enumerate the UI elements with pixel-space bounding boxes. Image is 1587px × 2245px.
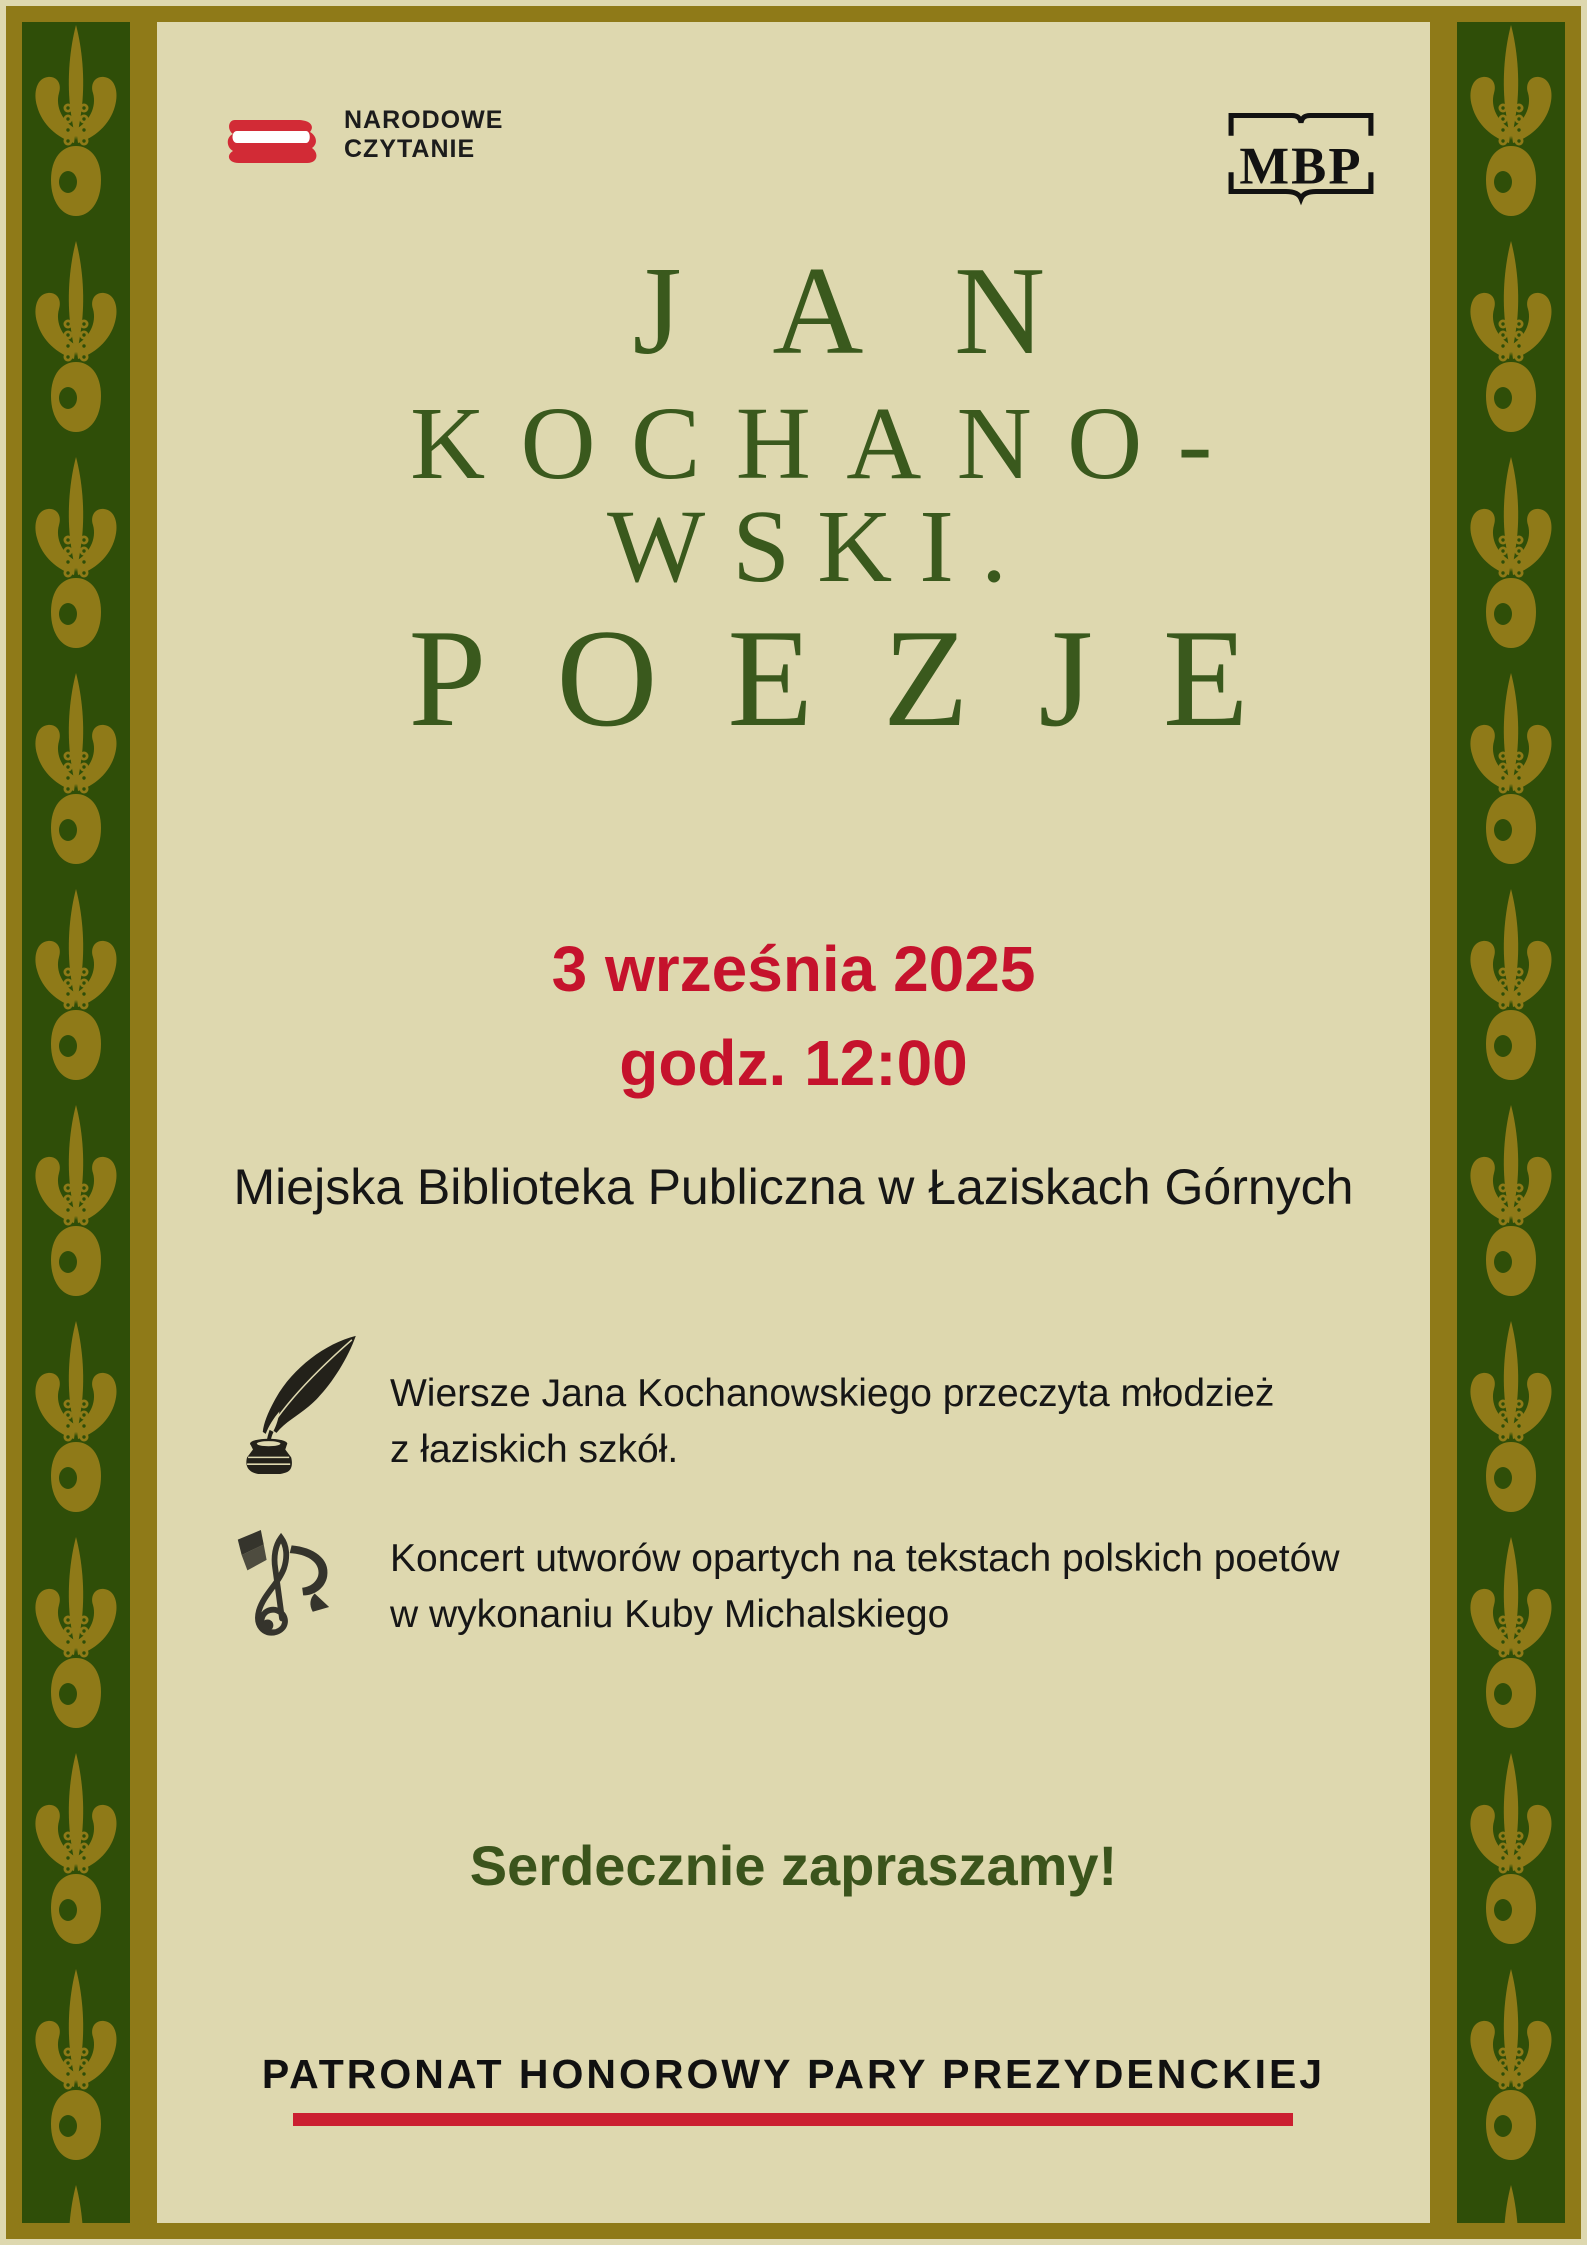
program-item-2-line-1: Koncert utworów opartych na tekstach polskich poetów xyxy=(390,1537,1340,1580)
patronage-red-bar xyxy=(293,2113,1293,2126)
event-time: godz. 12:00 xyxy=(619,1027,968,1099)
program-item-1-line-1: Wiersze Jana Kochanowskiego przeczyta młodzież xyxy=(390,1372,1275,1415)
title-line-4: POEZJE xyxy=(408,601,1319,756)
mbp-text: MBP xyxy=(1239,137,1363,196)
left-ornament-border xyxy=(22,22,130,2223)
closing-invitation: Serdecznie zapraszamy! xyxy=(469,1834,1118,1897)
narodowe-czytanie-wordmark xyxy=(344,106,503,164)
nc-line1: NARODOWE xyxy=(344,106,504,134)
patronage-text: PATRONAT HONOROWY PARY PREZYDENCKIEJ xyxy=(261,2051,1326,2097)
event-date: 3 września 2025 xyxy=(551,933,1036,1005)
title-line-2: KOCHANO- xyxy=(410,386,1248,501)
title-line-3: WSKI. xyxy=(607,489,1034,604)
title-line-1: JAN xyxy=(632,242,1136,381)
mbp-library-logo xyxy=(1225,101,1377,207)
program-item-2-line-2: w wykonaniu Kuby Michalskiego xyxy=(390,1593,950,1636)
event-venue: Miejska Biblioteka Publiczna w Łaziskach Górnych xyxy=(233,1159,1354,1215)
quill-inkwell-icon xyxy=(230,1332,368,1474)
nc-line2: CZYTANIE xyxy=(344,135,476,163)
treble-clef-icon xyxy=(232,1518,357,1644)
left-inner-stripe xyxy=(130,22,157,2223)
red-white-book-icon xyxy=(222,116,322,168)
narodowe-czytanie-logo xyxy=(222,106,503,168)
program-item-1-line-2: z łaziskich szkół. xyxy=(390,1428,679,1471)
